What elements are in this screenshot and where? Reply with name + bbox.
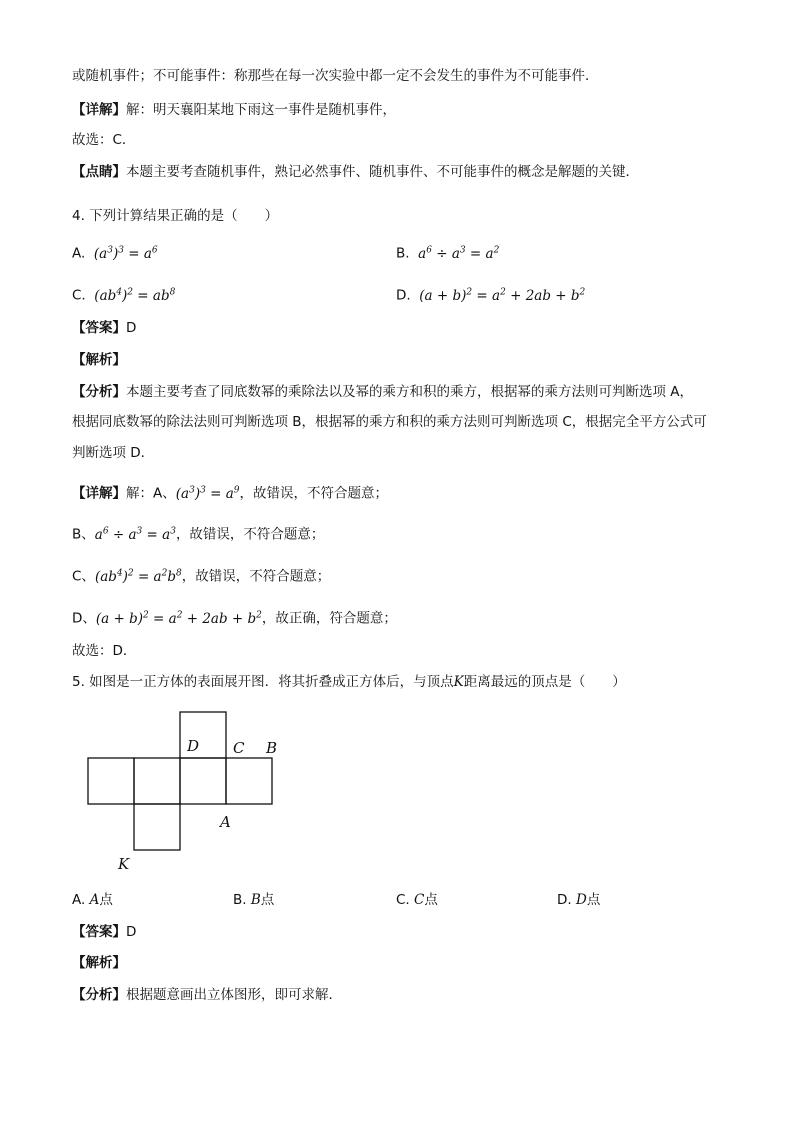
option-suffix: 点: [99, 892, 113, 908]
xiangjie-b: [72, 521, 324, 545]
text-line: 根据同底数幂的除法法则可判断选项 B，根据幂的乘方和积的乘方法则可判断选项 C，根据完全平方公式可: [72, 414, 707, 430]
q4-option-c: [72, 282, 175, 306]
text-line: [72, 985, 342, 1005]
text-line: 故选：D．: [72, 643, 137, 659]
vertex-label-c: C: [233, 739, 245, 757]
vertex-label-b: B: [266, 739, 278, 757]
cube-net-figure: [80, 705, 320, 875]
text-line: [72, 382, 693, 402]
formula: $(a^3)^3 = a^6$: [89, 245, 158, 262]
section-tag: 【分析】: [72, 987, 126, 1003]
text: 解：明天襄阳某地下雨这一事件是随机事件，: [126, 102, 396, 118]
text: 距离最远的顶点是（ ）: [463, 674, 626, 690]
section-tag: 【详解】: [72, 102, 126, 118]
text: ，故正确，符合题意；: [261, 610, 397, 627]
jiexi-tag: 【解析】: [72, 352, 126, 368]
formula: $(a + b)^2 = a^2 + 2ab + b^2$: [414, 287, 586, 304]
vertex-label-d: D: [187, 737, 200, 755]
question-5-stem: [72, 672, 626, 692]
question-4-stem: 4. 下列计算结果正确的是（ ）: [72, 208, 279, 224]
text: 根据题意画出立体图形，即可求解．: [126, 987, 342, 1003]
option-label: B.: [396, 245, 410, 262]
jiexi-tag: 【解析】: [72, 955, 126, 971]
q4-option-b: [396, 240, 499, 264]
text: 本题主要考查了同底数幂的乘除法以及幂的乘方和积的乘方，根据幂的乘方法则可判断选项 A，: [126, 384, 694, 400]
option-label: C.: [72, 287, 86, 304]
answer-value: D: [126, 320, 137, 336]
text: B、: [72, 526, 95, 543]
option-label: D.: [557, 892, 572, 908]
text: C、: [72, 568, 95, 585]
option-label: C.: [396, 892, 410, 908]
text: ，故错误，不符合题意；: [181, 568, 331, 585]
answer-value: D: [126, 924, 137, 940]
text-line: 故选：C．: [72, 132, 136, 148]
section-tag: 【分析】: [72, 384, 126, 400]
text: 本题主要考查随机事件，熟记必然事件、随机事件、不可能事件的概念是解题的关键．: [126, 164, 639, 180]
q5-option-c: [396, 890, 438, 910]
formula: $(ab^4)^2 = a^2b^8$: [94, 568, 182, 585]
text: 解：A、: [126, 485, 176, 502]
option-label: D.: [396, 287, 411, 304]
net-square-2: [134, 758, 180, 804]
q5-option-a: [72, 890, 113, 910]
option-label: A.: [72, 892, 86, 908]
xiangjie-c: [72, 563, 330, 587]
vertex-label-k: K: [118, 855, 130, 873]
option-label: B.: [233, 892, 247, 908]
section-tag: 【详解】: [72, 485, 126, 502]
section-tag: 【点睛】: [72, 164, 126, 180]
formula: $a^6 \div a^3 = a^2$: [413, 245, 500, 262]
vertex-label-a: A: [220, 813, 231, 831]
cube-net-squares: [88, 712, 272, 850]
option-suffix: 点: [260, 892, 275, 908]
q4-option-a: [72, 240, 158, 264]
formula: $(ab^4)^2 = ab^8$: [90, 287, 176, 304]
answer-tag: 【答案】: [72, 320, 126, 336]
q4-option-d: [396, 282, 585, 306]
q5-option-d: [557, 890, 600, 910]
text: ，故错误，不符合题意；: [175, 526, 325, 543]
option-var: C: [414, 892, 425, 908]
option-var: A: [89, 892, 100, 908]
net-square-4: [226, 758, 272, 804]
formula: $(a^3)^3 = a^9$: [175, 485, 240, 502]
option-suffix: 点: [424, 892, 438, 908]
text-line: [72, 100, 396, 120]
text: D、: [72, 610, 96, 627]
text-line: 或随机事件；不可能事件：称那些在每一次实验中都一定不会发生的事件为不可能事件．: [72, 68, 599, 84]
text-line: [72, 162, 639, 182]
text: 5. 如图是一正方体的表面展开图．将其折叠成正方体后，与顶点: [72, 674, 454, 690]
text: ，故错误，不符合题意；: [239, 485, 389, 502]
vertex-var: K: [453, 674, 464, 690]
answer-line: [72, 318, 136, 338]
option-suffix: 点: [586, 892, 601, 908]
text-line: 判断选项 D．: [72, 445, 155, 461]
net-square-bottom: [134, 804, 180, 850]
net-square-3: [180, 758, 226, 804]
answer-line: [72, 922, 136, 942]
option-var: D: [575, 892, 587, 908]
option-label: A.: [72, 245, 86, 262]
q5-option-b: [233, 890, 274, 910]
xiangjie-d: [72, 605, 397, 629]
xiangjie-a: [72, 480, 388, 504]
formula: $(a + b)^2 = a^2 + 2ab + b^2$: [95, 610, 262, 627]
option-var: B: [250, 892, 261, 908]
formula: $a^6 \div a^3 = a^3$: [94, 526, 176, 543]
net-square-1: [88, 758, 134, 804]
answer-tag: 【答案】: [72, 924, 126, 940]
